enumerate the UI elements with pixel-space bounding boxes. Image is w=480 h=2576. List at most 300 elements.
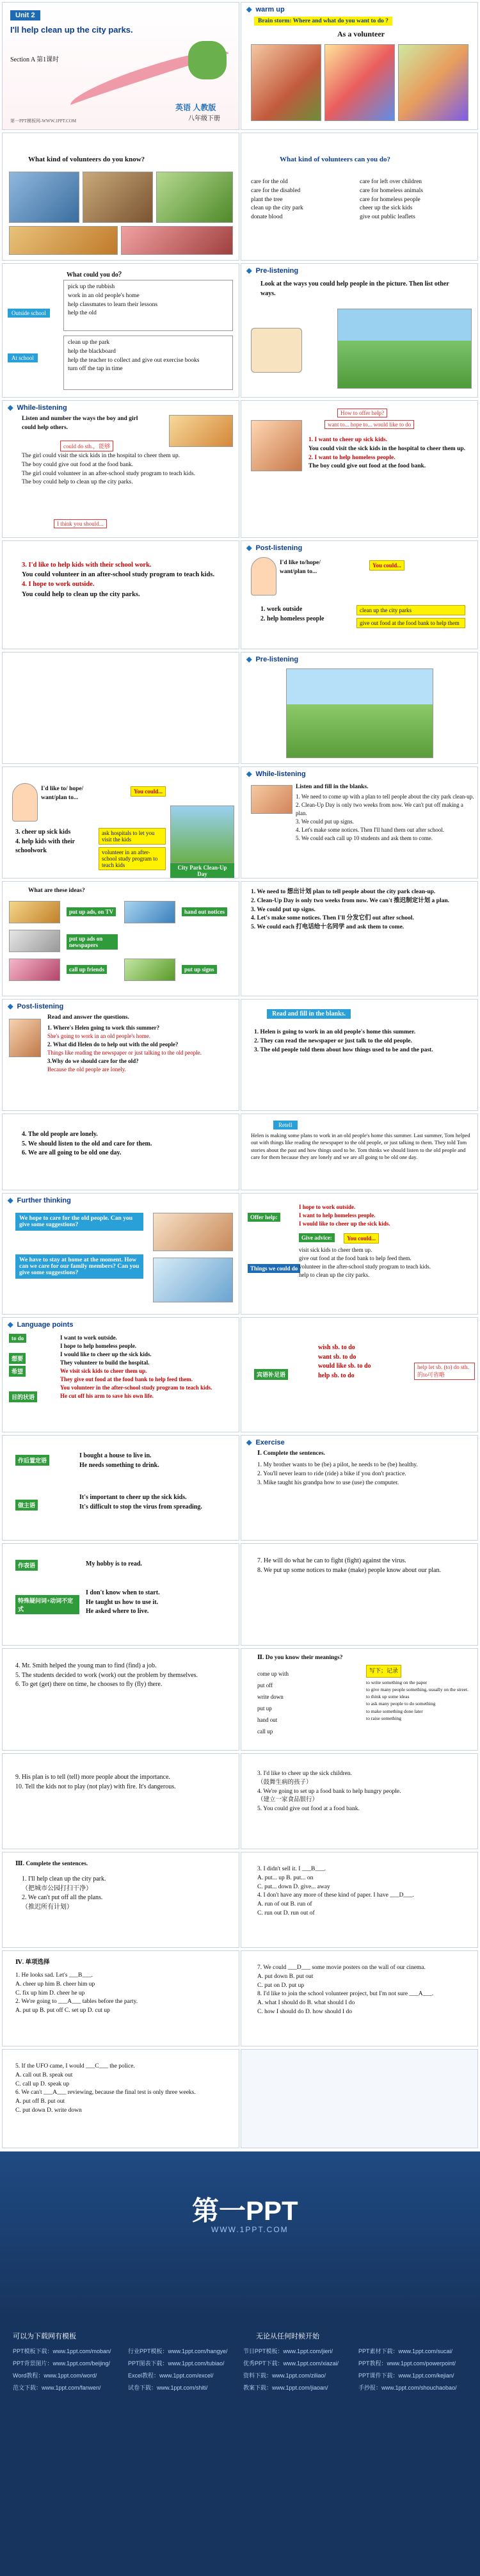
attributive-label: 作后置定语 bbox=[15, 1455, 49, 1466]
outside-list bbox=[63, 280, 233, 331]
exercise-lines bbox=[257, 1461, 468, 1487]
list-item: 2. help homeless people bbox=[260, 615, 324, 622]
slide-read-fill-2 bbox=[2, 1114, 239, 1190]
exercise-lines-3 bbox=[15, 1662, 230, 1690]
footer-link[interactable]: PPT课件下载：www.1ppt.com/kejian/ bbox=[358, 2372, 454, 2379]
wh-infinitive-label: 特殊疑问词+动词不定式 bbox=[15, 1595, 79, 1614]
list-item: 1. I'll help clean up the city park. bbox=[22, 1875, 106, 1883]
listen-instruction: Listen and number the ways the boy and girl could help others. bbox=[22, 416, 138, 431]
list-item: 9. His plan is to tell (tell) more people about the importance. bbox=[15, 1774, 170, 1781]
list-item: to write something on the paper bbox=[366, 1679, 428, 1685]
question-3: 3.Why do we should care for the old? bbox=[47, 1058, 139, 1065]
list-item: It's difficult to stop the virus from spreading. bbox=[79, 1503, 202, 1511]
volunteer-photo-3 bbox=[398, 44, 468, 121]
outside-school-label: Outside school bbox=[8, 309, 50, 318]
list-item: 5. You could give out food at a food bank. bbox=[257, 1806, 360, 1813]
list-item: 1. I want to cheer up sick kids. bbox=[308, 437, 388, 443]
list-item: 1. My brother wants to be (be) a pilot, he needs to be (be) healthy. bbox=[257, 1462, 418, 1468]
list-item: 4. I hope to work outside. bbox=[22, 581, 95, 588]
slide-exercise-1 bbox=[241, 1435, 478, 1541]
further-q2: We have to stay at home at the moment. How can we care for our family members? Can you give some suggestions? bbox=[15, 1254, 143, 1279]
list-item: clean up the city park bbox=[251, 205, 303, 212]
further-q1: We hope to care for the old people. Can you give some suggestions? bbox=[15, 1213, 143, 1231]
cleanup-image bbox=[170, 806, 234, 863]
can-do-left-list bbox=[251, 178, 360, 222]
prelistening-text: Look at the ways you could help people in the picture. Then list other ways. bbox=[260, 280, 449, 297]
footer-link[interactable]: Excel教程：www.1ppt.com/excel/ bbox=[128, 2372, 214, 2379]
can-do-question: What kind of volunteers can you do? bbox=[280, 156, 390, 163]
list-item: call up bbox=[257, 1728, 273, 1735]
photo-volunteers-3 bbox=[156, 172, 233, 223]
list-item: I bought a house to live in. bbox=[79, 1452, 152, 1459]
list-item: （推迟所有计划） bbox=[22, 1903, 73, 1911]
mc-instr: Ⅳ. 单项选择 bbox=[15, 1959, 50, 1966]
idea-photo-2 bbox=[124, 901, 175, 923]
idea-4: call up friends bbox=[67, 965, 107, 974]
footer-ad bbox=[0, 2151, 480, 2576]
answer-2: Things like reading the newspaper or just talking to the old people. bbox=[47, 1049, 202, 1057]
question-1: 1. Where's Helen going to work this summer? bbox=[47, 1025, 160, 1031]
list-item: C. call up D. speak up bbox=[15, 2080, 70, 2087]
complete-lines bbox=[22, 1875, 227, 1912]
footer-logo-text: 第一PPT bbox=[192, 2196, 298, 2226]
list-item: care for the old bbox=[251, 179, 288, 185]
list-item: write down bbox=[257, 1694, 284, 1700]
mc-lines-2 bbox=[257, 1865, 468, 1918]
slide-prelistening-1 bbox=[241, 263, 478, 398]
list-item: You could visit the sick kids in the hospital to cheer them up. bbox=[308, 445, 466, 452]
exercise-instr: Ⅰ. Complete the sentences. bbox=[257, 1450, 326, 1457]
slide-postlistening-1 bbox=[241, 540, 478, 649]
slide-ideas bbox=[2, 881, 239, 996]
list-item: to think up some ideas bbox=[366, 1694, 410, 1699]
list-item: 8. I'd like to join the school volunteer project, but I'm not sure ___A___. bbox=[257, 1991, 434, 1998]
complete-lines-2 bbox=[257, 1770, 468, 1814]
slide-further-thinking bbox=[2, 1193, 239, 1315]
list-item: care for the disabled bbox=[251, 187, 301, 194]
slide-what-could-do bbox=[2, 263, 239, 398]
people-illustration bbox=[251, 328, 302, 373]
diamond-icon: ◆ bbox=[246, 1439, 252, 1446]
slide-exercise-2 bbox=[241, 1543, 478, 1646]
list-item: wish sb. to do bbox=[318, 1344, 355, 1351]
list-item: The girl could visit the sick kids in the hospital to cheer them up. bbox=[22, 453, 180, 459]
slide-prelistening-2 bbox=[241, 652, 478, 764]
cleanup-caption: City Park Clean-Up Day bbox=[170, 863, 234, 879]
list-item: 1. He looks sad. Let's ___B___. bbox=[15, 1972, 93, 1979]
diamond-icon: ◆ bbox=[246, 6, 252, 13]
list-item: 5. If the UFO came, I would ___C___ the police. bbox=[15, 2063, 135, 2070]
answer-3: ask hospitals to let you visit the kids bbox=[99, 828, 166, 845]
list-item: 4. Let's make some notices. Then I'll hand them out after school. bbox=[296, 827, 445, 834]
footer-link[interactable]: 资料下载：www.1ppt.com/ziliao/ bbox=[243, 2372, 326, 2379]
list-item: 5. We could each call up 10 students and ask them to come. bbox=[296, 835, 433, 842]
mc-lines bbox=[15, 1972, 227, 2016]
list-item: help the old bbox=[68, 310, 97, 317]
answer-3: Because the old people are lonely. bbox=[47, 1066, 126, 1073]
exercise-header: ◆ Exercise bbox=[246, 1438, 285, 1446]
offer-lines bbox=[308, 436, 472, 471]
list-item: care for homeless people bbox=[360, 196, 420, 203]
warmup-header: ◆ warm up bbox=[246, 5, 285, 13]
photo-volunteers-4 bbox=[9, 226, 118, 255]
answer-1: She's going to work in an old people's home. bbox=[47, 1033, 150, 1040]
list-item: He cut off his arm to save his own life. bbox=[60, 1393, 154, 1400]
list-item: 7. We could ___D___ some movie posters on the wall of our cinema. bbox=[257, 1964, 426, 1971]
list-item: 3. cheer up sick kids bbox=[15, 829, 71, 836]
exercise-lines-2 bbox=[257, 1557, 468, 1575]
answer-1: clean up the city parks bbox=[356, 605, 465, 615]
slide-mc-1 bbox=[2, 1950, 239, 2046]
publisher-label: 英语 人教版 bbox=[175, 103, 216, 112]
reply-bubble: You could... bbox=[369, 560, 404, 571]
retell-button: Retell bbox=[273, 1121, 298, 1130]
complement-note: help let sb. (to) do sth.的to可省略 bbox=[414, 1363, 475, 1380]
photo-volunteers-1 bbox=[9, 172, 79, 223]
ways-label: Things we could do bbox=[248, 1264, 300, 1273]
list-item: I want to help homeless people. bbox=[299, 1212, 376, 1219]
photo-volunteers-2 bbox=[83, 172, 153, 223]
reply-bubble-2: You could... bbox=[131, 786, 166, 797]
prelistening-header: ◆ Pre-listening bbox=[246, 266, 299, 275]
predicative-label: 作表语 bbox=[15, 1560, 38, 1571]
mc-lines-4 bbox=[257, 1964, 468, 2017]
advice-list bbox=[299, 1246, 472, 1279]
list-item: plant the tree bbox=[251, 196, 283, 203]
idea-2: hand out notices bbox=[182, 907, 227, 916]
list-item: help the blackboard bbox=[68, 348, 116, 355]
list-item: 2. We can't put off all the plans. bbox=[22, 1894, 103, 1901]
slide-retell bbox=[241, 1114, 478, 1190]
slide-blank bbox=[2, 652, 239, 764]
helen-image bbox=[9, 1019, 41, 1057]
kinds-question: What kind of volunteers do you know? bbox=[28, 156, 145, 163]
list-item: C. run out D. run out of bbox=[257, 1909, 315, 1916]
list-item: （把城市公园打扫干净） bbox=[22, 1884, 92, 1892]
slide-fill-chinese bbox=[241, 881, 478, 996]
list-item: It's important to cheer up the sick kids. bbox=[79, 1494, 187, 1501]
listen-lines bbox=[22, 452, 233, 487]
list-item: 4. I don't have any more of these kind of paper. I have ___D___. bbox=[257, 1892, 414, 1899]
complete-instr: Ⅲ. Complete the sentences. bbox=[15, 1861, 88, 1867]
list-item: 5. We could each 打电话给十名同学 and ask them to come. bbox=[251, 924, 404, 931]
boy-illustration bbox=[251, 557, 276, 595]
site-label: 第一PPT模板网-WWW.1PPT.COM bbox=[10, 118, 77, 124]
slide-warmup bbox=[241, 2, 478, 130]
list-item: 6. To get (get) there on time, he chooses to fly (fly) there. bbox=[15, 1681, 163, 1688]
slide-postlistening-2 bbox=[2, 766, 239, 879]
while-listening-header-2: ◆ While-listening bbox=[246, 770, 306, 778]
prelistening-illustration bbox=[286, 668, 433, 758]
list-item: 2. We're going to ___A___ tables before the party. bbox=[15, 1998, 138, 2005]
list-item: 6. We are all going to be old one day. bbox=[22, 1149, 122, 1156]
list-item: 3. We could put up signs. bbox=[296, 818, 354, 825]
list-item: 10. Tell the kids not to play (not play) with fire. It's dangerous. bbox=[15, 1783, 176, 1790]
language-lines bbox=[60, 1334, 233, 1400]
tree-graphic bbox=[188, 41, 227, 79]
meanings-right bbox=[366, 1665, 475, 1722]
you-could-label: You could... bbox=[344, 1233, 379, 1243]
todo-label: to do bbox=[9, 1334, 26, 1343]
slide-mc-3 bbox=[2, 2049, 239, 2148]
subject-lines bbox=[79, 1493, 233, 1512]
further-thinking-header: ◆ Further thinking bbox=[8, 1196, 71, 1204]
list-item: I hope to work outside. bbox=[299, 1204, 356, 1210]
list-item: 2. They can read the newspaper or just talk to the old people. bbox=[254, 1037, 412, 1044]
list-item: help the teacher to collect and give out exercise books bbox=[68, 357, 200, 364]
list-item: put off bbox=[257, 1682, 273, 1689]
footer-line-1: 可以为下载网有模板 bbox=[13, 2333, 76, 2340]
footer-link[interactable]: 优秀PPT下载：www.1ppt.com/xiazai/ bbox=[243, 2360, 339, 2367]
list-item: to raise something bbox=[366, 1715, 401, 1721]
list-item: 3. We could put up signs. bbox=[251, 906, 316, 913]
speech-bubble-2: I'd like to/ hope/ want/plan to... bbox=[41, 786, 84, 801]
list-item: 5. We should listen to the old and care for them. bbox=[22, 1140, 152, 1147]
list-item: A. put down B. put out bbox=[257, 1973, 314, 1980]
list-item: hand out bbox=[257, 1717, 278, 1723]
diamond-icon: ◆ bbox=[8, 1321, 13, 1329]
list-item: visit sick kids to cheer them up. bbox=[299, 1247, 372, 1253]
slide-complete-2 bbox=[241, 1753, 478, 1849]
meanings-instr: Ⅱ. Do you know their meanings? bbox=[257, 1655, 343, 1661]
slide-exercise-3 bbox=[2, 1648, 239, 1751]
idea-photo-1 bbox=[9, 901, 60, 923]
list-item: 2. Clean-Up Day is only two weeks from now. We can't put off making a plan. bbox=[296, 802, 463, 817]
complement-label: 宾语补足语 bbox=[254, 1369, 288, 1380]
list-item: 1. We need to come up with a plan to tell people about the city park clean-up. bbox=[296, 793, 474, 800]
hope-label: 希望 bbox=[9, 1366, 26, 1377]
want-label: 想要 bbox=[9, 1353, 26, 1364]
section-label: Section A 第1课时 bbox=[10, 56, 60, 63]
footer-link[interactable]: PPT素材下载：www.1ppt.com/sucai/ bbox=[358, 2348, 453, 2354]
list-item: 8. We put up some notices to make (make) people know about our plan. bbox=[257, 1566, 441, 1574]
list-item: care for homeless animals bbox=[360, 187, 423, 194]
list-item: cheer up the sick kids bbox=[360, 205, 413, 212]
list-item: to ask many people to do something bbox=[366, 1701, 436, 1707]
footer-link[interactable]: PPT教程：www.1ppt.com/powerpoint/ bbox=[358, 2360, 456, 2367]
diamond-icon: ◆ bbox=[246, 267, 252, 275]
list-item: would like sb. to do bbox=[318, 1363, 371, 1370]
list-item: help classmates to learn their lessons bbox=[68, 301, 158, 308]
list-item: volunteer in the after-school study program to teach kids. bbox=[299, 1263, 431, 1270]
listening-image bbox=[169, 415, 233, 447]
listen-photo bbox=[251, 785, 292, 814]
retell-text: Helen is making some plans to work in an old people's home this summer. Last summer, Tom helped out with things like reading the newspaper to the old people, or just talking to them. They told Tom stories about the past and how things used to be. Tom thinks we should listen to the old people and care for them because they are lonely and we are all going to be old one day. bbox=[251, 1132, 470, 1161]
slide-infinitive-2 bbox=[2, 1435, 239, 1541]
list-item: （建立一家食品银行） bbox=[257, 1797, 319, 1804]
list-item: I would like to cheer up the sick kids. bbox=[299, 1220, 390, 1227]
postlisten-items-2 bbox=[15, 828, 92, 856]
list-item: to make something done later bbox=[366, 1708, 423, 1714]
list-item: We visit sick kids to cheer them up. bbox=[60, 1368, 147, 1375]
park-illustration bbox=[337, 309, 472, 389]
footer-site: WWW.1PPT.COM bbox=[211, 2225, 289, 2234]
list-item: 4. Mr. Smith helped the young man to find (find) a job. bbox=[15, 1662, 157, 1669]
list-item: C. put... down D. give... away bbox=[257, 1883, 330, 1890]
slide-mc-2 bbox=[241, 1852, 478, 1948]
list-item: The boy could give out food at the food bank. bbox=[308, 463, 426, 470]
listen-fill-lines bbox=[296, 793, 475, 843]
answer-4: volunteer in an after-school study program to teach kids bbox=[99, 847, 166, 870]
postlisten-items bbox=[260, 605, 344, 624]
footer-link[interactable]: Word教程：www.1ppt.com/word/ bbox=[13, 2372, 97, 2379]
list-item: A. what I should do B. what should I do bbox=[257, 2000, 355, 2007]
list-item: The boy could help to clean up the city parks. bbox=[22, 479, 133, 486]
list-item: 3. I'd like to help kids with their school work. bbox=[22, 562, 152, 569]
list-item: You could volunteer in an after-school study program to teach kids. bbox=[22, 571, 215, 579]
girl-illustration-2 bbox=[12, 783, 38, 822]
list-item: 3. The old people told them about how things used to be and the past. bbox=[254, 1046, 433, 1053]
list-item: 5. The students decided to work (work) out the problem by themselves. bbox=[15, 1671, 198, 1679]
offer-help-lines bbox=[299, 1203, 472, 1228]
while-listening-header: ◆ While-listening bbox=[8, 403, 67, 412]
list-item: A. run of out B. run of bbox=[257, 1901, 312, 1908]
list-item: A. put... up B. put... on bbox=[257, 1874, 314, 1881]
footer-link[interactable]: 节日PPT模板：www.1ppt.com/jieri/ bbox=[243, 2348, 333, 2354]
ideas-question: What are these ideas? bbox=[28, 887, 85, 894]
footer-link[interactable]: PPT图表下载：www.1ppt.com/tubiao/ bbox=[128, 2360, 225, 2367]
list-item: You could help to clean up the city parks. bbox=[22, 590, 140, 598]
girl-illustration bbox=[251, 420, 302, 471]
list-item: 4. The old people are lonely. bbox=[22, 1131, 98, 1138]
idea-5: put up signs bbox=[182, 965, 217, 974]
footer-link[interactable]: 范文下载：www.1ppt.com/fanwen/ bbox=[13, 2385, 101, 2391]
could-question: What could you do？ bbox=[67, 271, 125, 279]
footer-banner bbox=[0, 2151, 480, 2318]
slide-language-points bbox=[2, 1317, 239, 1432]
list-item: They give out food at the food bank to help feed them. bbox=[60, 1376, 193, 1383]
family-photo bbox=[153, 1258, 233, 1302]
diamond-icon: ◆ bbox=[8, 1003, 13, 1010]
read-fill-lines bbox=[254, 1028, 465, 1055]
list-item: 2. I want to help homeless people. bbox=[308, 454, 396, 461]
list-item: 4. help kids with their schoolwork bbox=[15, 838, 75, 854]
can-do-right-list bbox=[360, 178, 475, 222]
prelistening-header-2: ◆ Pre-listening bbox=[246, 655, 299, 663]
list-item: 1. We need to 想出计划 plan to tell people about the city park clean-up. bbox=[251, 889, 436, 895]
listen-fill-instruction: Listen and fill in the blanks. bbox=[296, 784, 369, 790]
list-item: 4. We're going to set up a food bank to help hungry people. bbox=[257, 1788, 401, 1795]
list-item: care for left over children bbox=[360, 179, 422, 185]
footer-link[interactable]: 行业PPT模板：www.1ppt.com/hangye/ bbox=[128, 2348, 228, 2354]
mc-lines-3 bbox=[15, 2062, 227, 2116]
answer-2: give out food at the food bank to help them bbox=[356, 618, 465, 628]
slide-offer-help-2 bbox=[2, 540, 239, 649]
howto-box: How to offer help? bbox=[337, 409, 387, 417]
complement-lines bbox=[318, 1343, 414, 1381]
list-item: 写下；记录 bbox=[366, 1665, 401, 1678]
list-item: 1. work outside bbox=[260, 606, 303, 613]
unit-badge: Unit 2 bbox=[10, 10, 40, 20]
footer-link[interactable]: 教案下载：www.1ppt.com/jiaoan/ bbox=[243, 2385, 328, 2391]
read-answer-instr: Read and answer the questions. bbox=[47, 1014, 129, 1021]
slide-infinitive-3 bbox=[2, 1543, 239, 1646]
list-item: He taught us how to use it. bbox=[86, 1598, 159, 1606]
brainstorm-prompt: Brain storm: Where and what do you want to do ? bbox=[254, 17, 392, 26]
list-item: give out food at the food bank to help feed them. bbox=[299, 1255, 412, 1262]
list-item: The girl could volunteer in an after-school study program to teach kids. bbox=[22, 470, 196, 477]
lesson-title: I'll help clean up the city parks. bbox=[10, 25, 133, 35]
slide-kinds-volunteers bbox=[2, 133, 239, 261]
list-item: A. put off B. put out bbox=[15, 2098, 65, 2105]
idea-1: put up ads, on TV bbox=[67, 907, 116, 916]
pattern-box: want to... hope to... would like to do bbox=[324, 420, 414, 429]
list-item: turn off the tap in time bbox=[68, 366, 123, 373]
slide-what-can-do bbox=[241, 133, 478, 261]
subject-label: 做主语 bbox=[15, 1500, 38, 1511]
read-answer-content bbox=[47, 1024, 233, 1074]
think-note: I think you should... bbox=[54, 519, 107, 528]
could-note: could do sth.，能够 bbox=[60, 441, 113, 451]
diamond-icon: ◆ bbox=[246, 770, 252, 778]
school-list bbox=[63, 336, 233, 390]
list-item: A. put up B. put off C. set up D. cut up bbox=[15, 2007, 110, 2014]
list-item: 6. We can't ___A___ reviewing, because the final test is only three weeks. bbox=[15, 2089, 196, 2096]
footer-link[interactable]: PPT模板下载：www.1ppt.com/moban/ bbox=[13, 2348, 111, 2354]
footer-link[interactable]: 手抄报：www.1ppt.com/shouchaobao/ bbox=[358, 2385, 457, 2391]
slide-infinitive-1 bbox=[241, 1317, 478, 1432]
slide-meanings bbox=[241, 1648, 478, 1751]
list-item: pick up the rubbish bbox=[68, 284, 115, 290]
list-item: want sb. to do bbox=[318, 1353, 356, 1361]
list-item: 2. Clean-Up Day is only two weeks from now. We can't 推迟制定计划 a plan. bbox=[251, 897, 449, 904]
list-item: work in an old people's home bbox=[68, 292, 140, 299]
footer-link[interactable]: PPT背景图片：www.1ppt.com/beijing/ bbox=[13, 2360, 111, 2367]
list-item: I hope to help homeless people. bbox=[60, 1343, 137, 1350]
speech-bubble: I'd like to/hope/ want/plan to... bbox=[280, 560, 321, 575]
read-fill-instr: Read and fill in the blanks. bbox=[267, 1009, 351, 1019]
list-item: help sb. to do bbox=[318, 1372, 355, 1379]
idea-photo-5 bbox=[124, 959, 175, 981]
wh-lines bbox=[86, 1589, 214, 1617]
list-item: 3. Mike taught his grandpa how to use (use) the computer. bbox=[257, 1479, 399, 1486]
slide-while-listening-2 bbox=[241, 766, 478, 879]
diamond-icon: ◆ bbox=[246, 544, 252, 552]
list-item: A. call out B. speak out bbox=[15, 2071, 73, 2078]
list-item: I would like to cheer up the sick kids. bbox=[60, 1351, 152, 1358]
list-item: They volunteer to build the hospital. bbox=[60, 1359, 150, 1366]
list-item: You volunteer in the after-school study program to teach kids. bbox=[60, 1384, 212, 1391]
diamond-icon: ◆ bbox=[246, 656, 252, 663]
list-item: He asked where to live. bbox=[86, 1608, 149, 1615]
slide-empty-end bbox=[241, 2049, 478, 2148]
footer-link[interactable]: 试卷下载：www.1ppt.com/shiti/ bbox=[128, 2385, 208, 2391]
attributive-lines bbox=[79, 1452, 233, 1470]
meanings-left bbox=[257, 1668, 315, 1737]
list-item: to give many people something, usually on the street. bbox=[366, 1686, 468, 1692]
fill-chinese-lines bbox=[251, 888, 472, 932]
slide-while-listening-1 bbox=[2, 400, 239, 538]
list-item: give out public leaflets bbox=[360, 214, 415, 221]
list-item: 7. He will do what he can to fight (fight) against the virus. bbox=[257, 1557, 406, 1564]
at-school-label: At school bbox=[8, 353, 38, 362]
slide-read-fill bbox=[241, 999, 478, 1111]
diamond-icon: ◆ bbox=[8, 404, 13, 412]
list-item: C. fix up him D. cheer he up bbox=[15, 1989, 85, 1997]
exercise-lines-4 bbox=[15, 1773, 230, 1792]
list-item: 3. I didn't sell it. I ___B___. bbox=[257, 1866, 326, 1872]
list-item: C. how I should do D. how should I do bbox=[257, 2008, 353, 2015]
list-item: I want to work outside. bbox=[60, 1334, 117, 1341]
list-item: C. put on D. put up bbox=[257, 1982, 305, 1989]
read-fill-lines-2 bbox=[22, 1130, 227, 1158]
volunteer-photo-2 bbox=[324, 44, 395, 121]
list-item: 2. You'll never learn to ride (ride) a bike if you don't practice. bbox=[257, 1470, 406, 1477]
slide-title bbox=[2, 2, 239, 130]
slide-postlistening-3 bbox=[2, 999, 239, 1111]
list-item: A. cheer up him B. cheer him up bbox=[15, 1981, 95, 1988]
grade-label: 八年级下册 bbox=[188, 115, 220, 122]
